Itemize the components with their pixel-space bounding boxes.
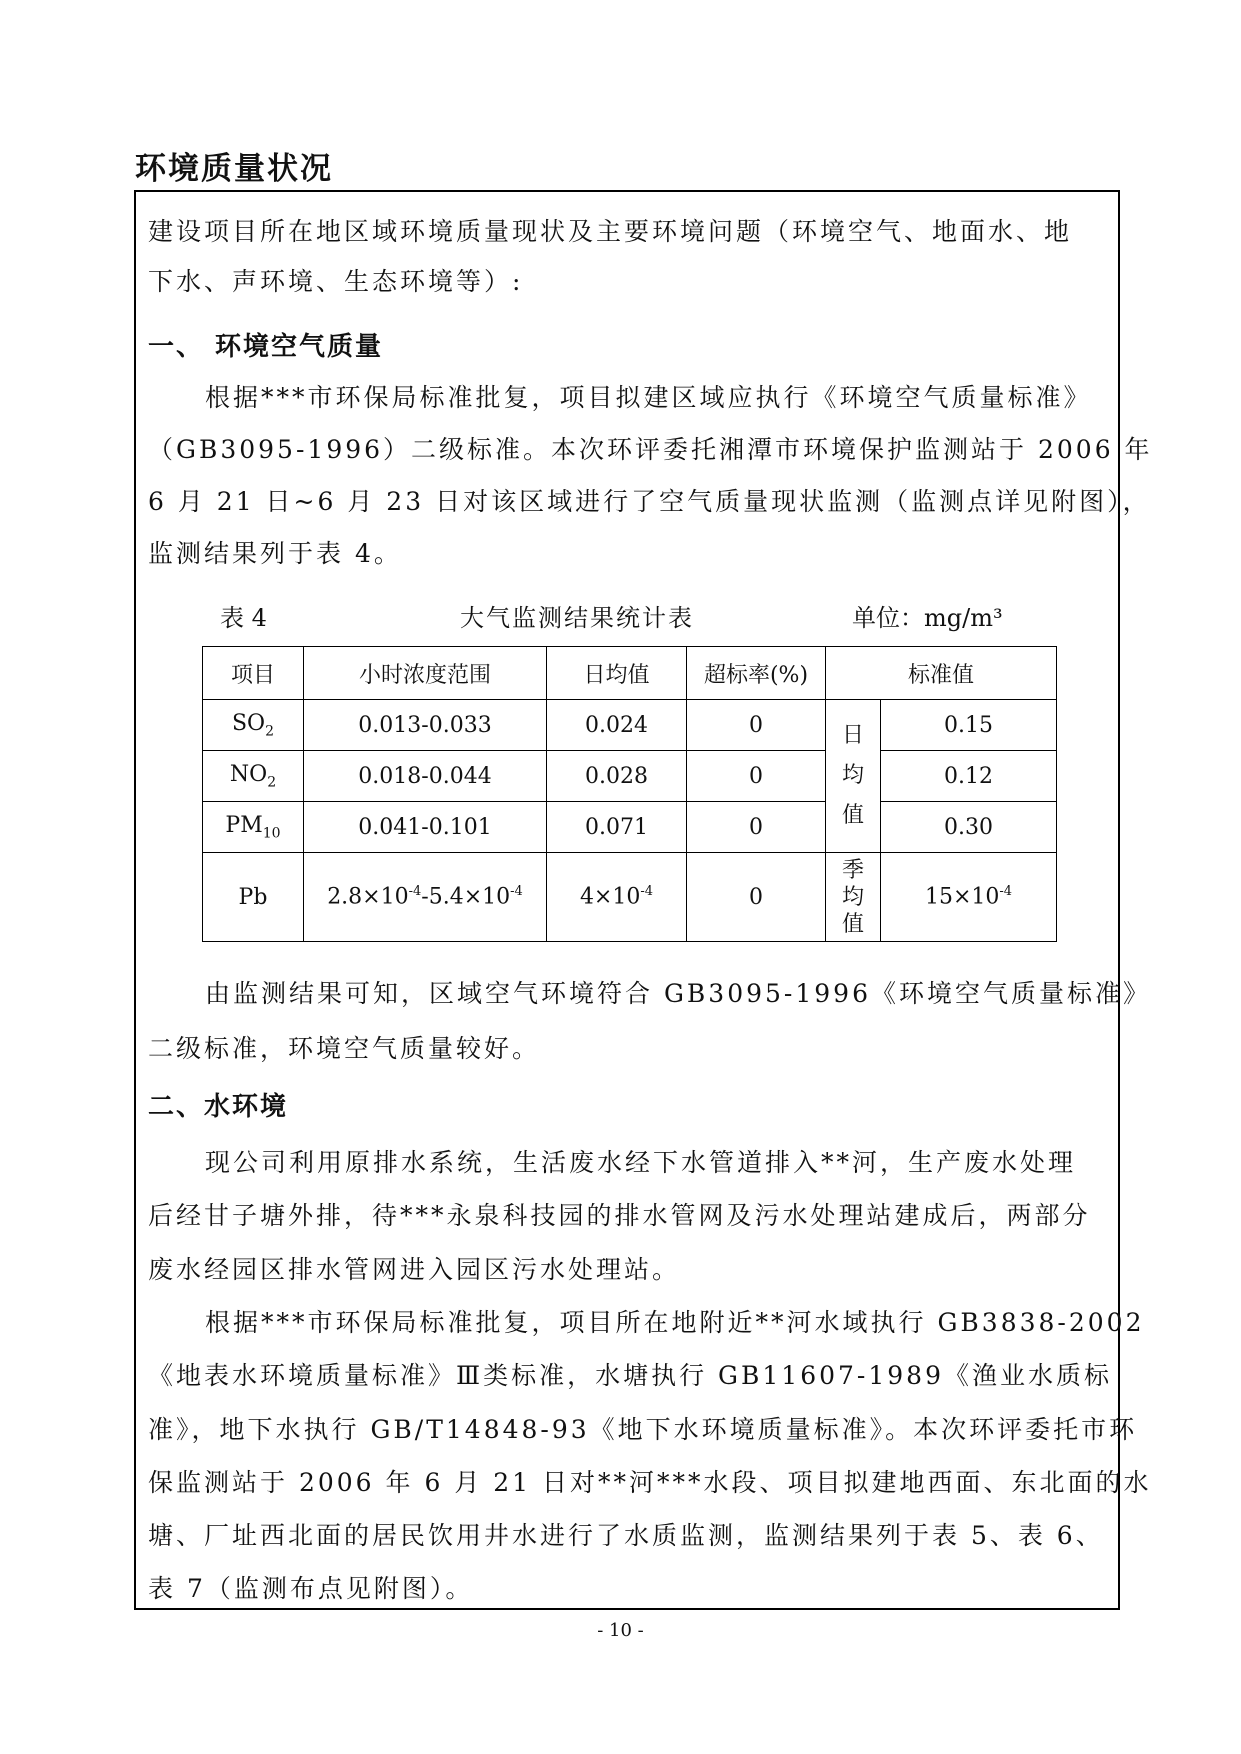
standard-cell: 0.30 (881, 802, 1057, 853)
para-line: 保监测站于 2006 年 6 月 21 日对**河***水段、项目拟建地西面、东北面的水 (148, 1468, 1152, 1497)
para-line: 6 月 21 日~6 月 23 日对该区域进行了空气质量现状监测（监测点详见附图）， (148, 487, 1151, 516)
para-line: （GB3095-1996）二级标准。本次环评委托湘潭市环境保护监测站于 2006 年 (148, 435, 1153, 464)
para-line: 现公司利用原排水系统，生活废水经下水管道排入**河，生产废水处理 (205, 1148, 1077, 1177)
standard-cell: 0.12 (881, 751, 1057, 802)
section2-heading: 二、水环境 (148, 1092, 289, 1122)
item-cell: $NO_2$ (203, 751, 304, 802)
range-cell: 0.018-0.044 (304, 751, 547, 802)
item-cell: Pb (203, 853, 304, 942)
standard-cell: 0.15 (881, 700, 1057, 751)
avg-cell: $4\times 10^{-4}$ (547, 853, 687, 942)
intro-line-1: 建设项目所在地区域环境质量现状及主要环境问题（环境空气、地面水、地 (148, 217, 1073, 246)
rate-cell: 0 (687, 700, 826, 751)
rate-cell: 0 (687, 751, 826, 802)
para-line: 塘、厂址西北面的居民饮用井水进行了水质监测，监测结果列于表 5、表 6、 (148, 1521, 1104, 1550)
section1-heading: 一、 环境空气质量 (148, 332, 384, 362)
item-cell: $SO_2$ (203, 700, 304, 751)
standard-cell: $15\times 10^{-4}$ (881, 853, 1057, 942)
rate-cell: 0 (687, 853, 826, 942)
header-cell: 小时浓度范围 (304, 647, 547, 700)
avg-cell: 0.024 (547, 700, 687, 751)
table-row (203, 751, 1057, 802)
table-number: 表 4 (220, 604, 267, 632)
para-line: 由监测结果可知，区域空气环境符合 GB3095-1996《环境空气质量标准》 (205, 979, 1151, 1008)
table-row (203, 853, 1057, 942)
table-row (203, 700, 1057, 751)
para-line: 根据***市环保局标准批复，项目拟建区域应执行《环境空气质量标准》 (205, 383, 1092, 412)
table-row (203, 802, 1057, 853)
avg-cell: 0.071 (547, 802, 687, 853)
para-line: 根据***市环保局标准批复，项目所在地附近**河水域执行 GB3838-2002 (205, 1308, 1145, 1337)
para-line: 监测结果列于表 4。 (148, 539, 402, 568)
para-line: 准》，地下水执行 GB/T14848-93《地下水环境质量标准》。本次环评委托市环 (148, 1415, 1138, 1444)
daily-avg-label: 日 均 值 (826, 700, 881, 853)
table-name: 大气监测结果统计表 (460, 604, 694, 632)
table-header-row (203, 647, 1057, 700)
air-monitoring-table (202, 646, 1057, 942)
table-unit: 单位：mg/m³ (852, 604, 1003, 632)
para-line: 表 7（监测布点见附图）。 (148, 1574, 474, 1603)
header-cell: 日均值 (547, 647, 687, 700)
seasonal-avg-label: 季 均 值 (826, 853, 881, 942)
avg-cell: 0.028 (547, 751, 687, 802)
range-cell: 0.013-0.033 (304, 700, 547, 751)
header-cell: 标准值 (826, 647, 1057, 700)
rate-cell: 0 (687, 802, 826, 853)
para-line: 《地表水环境质量标准》Ⅲ类标准，水塘执行 GB11607-1989《渔业水质标 (148, 1361, 1112, 1390)
para-line: 废水经园区排水管网进入园区污水处理站。 (148, 1255, 681, 1284)
range-cell: 0.041-0.101 (304, 802, 547, 853)
item-cell: $PM_{10}$ (203, 802, 304, 853)
intro-line-2: 下水、声环境、生态环境等）: (148, 267, 524, 296)
para-line: 二级标准，环境空气质量较好。 (148, 1034, 541, 1063)
header-cell: 项目 (203, 647, 304, 700)
range-cell: $2.8\times 10^{-4}-5.4\times 10^{-4}$ (304, 853, 547, 942)
page-number: - 10 - (597, 1620, 644, 1641)
page-title: 环境质量状况 (135, 151, 333, 187)
header-cell: 超标率(%) (687, 647, 826, 700)
para-line: 后经甘子塘外排，待***永泉科技园的排水管网及污水处理站建成后，两部分 (148, 1201, 1091, 1230)
